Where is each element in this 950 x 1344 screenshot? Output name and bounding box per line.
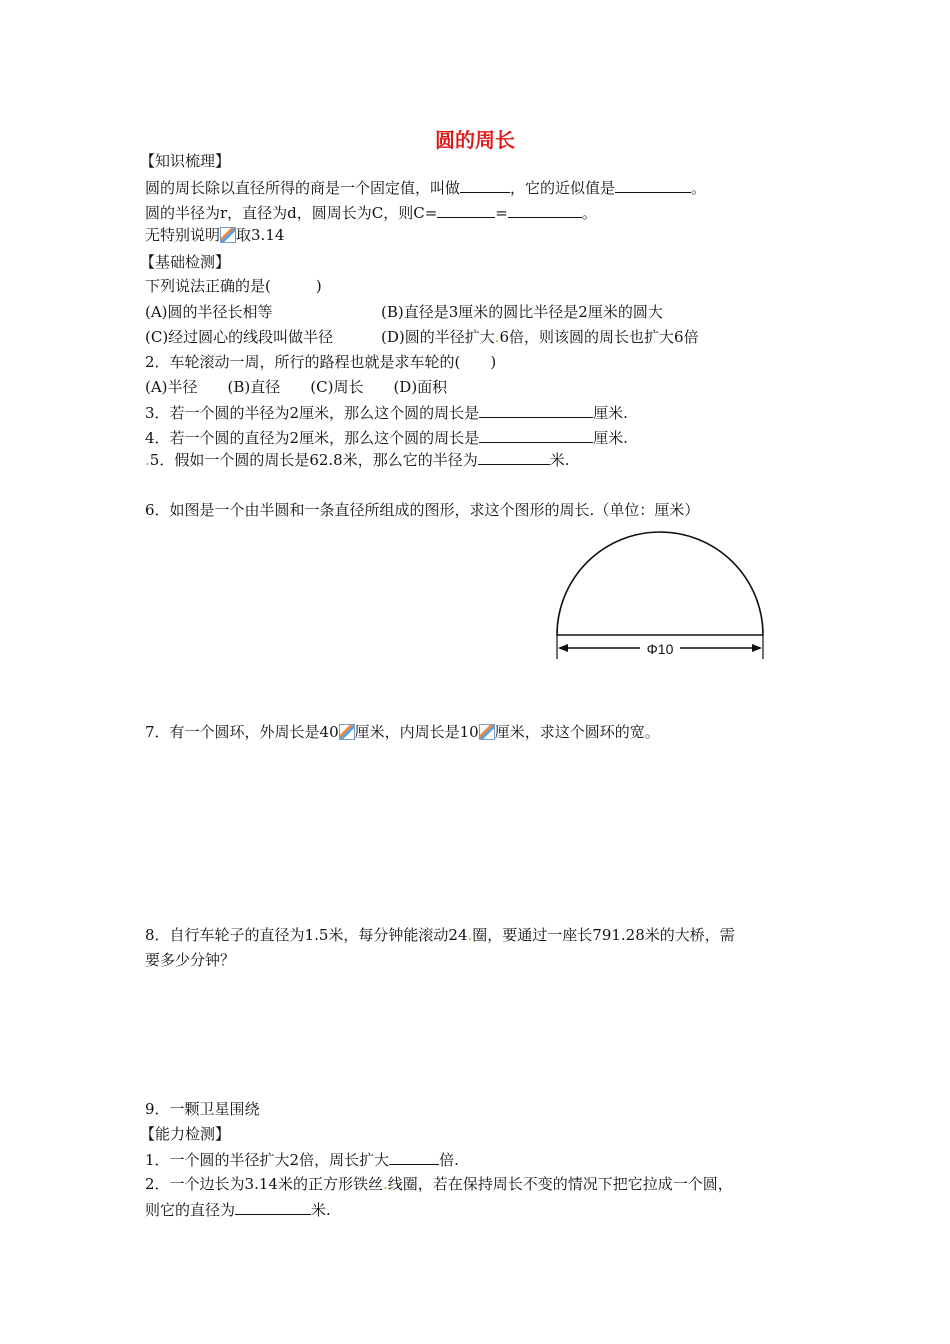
ability-question-1 — [145, 1149, 459, 1170]
text: = — [495, 204, 508, 222]
text: 圆的半径为r，直径为d，圆周长为C，则C= — [145, 204, 438, 222]
question-2-options: (A)半径 (B)直径 (C)周长 (D)面积 — [145, 378, 448, 396]
question-8-cont: 要多少分钟？ — [145, 951, 236, 969]
answer-blank[interactable] — [389, 1149, 439, 1165]
answer-blank[interactable] — [615, 177, 691, 193]
answer-blank[interactable] — [508, 202, 582, 218]
edit-mark: . — [494, 328, 500, 346]
text: 米. — [311, 1201, 331, 1219]
diameter-label: Φ10 — [646, 641, 674, 657]
page-title: 圆的周长 — [435, 128, 515, 152]
text: 取3.14 — [236, 226, 285, 244]
question-1: 下列说法正确的是( ) — [145, 277, 322, 295]
text: 6倍，则该圆的周长也扩大6倍 — [499, 328, 699, 346]
text: 无特别说明 — [145, 226, 221, 244]
section-heading-knowledge: 【知识梳理】 — [140, 152, 231, 170]
option-c: (C)经过圆心的线段叫做半径 — [145, 328, 334, 346]
broken-image-icon — [339, 724, 355, 740]
text: 3．若一个圆的半径为2厘米，那么这个圆的周长是 — [145, 404, 480, 422]
answer-blank[interactable] — [437, 202, 495, 218]
ability-question-2-cont — [145, 1199, 331, 1220]
broken-image-icon — [479, 724, 495, 740]
text: 8．自行车轮子的直径为1.5米，每分钟能滚动24 — [145, 926, 468, 944]
question-4 — [145, 427, 628, 448]
text: 厘米，求这个圆环的宽。 — [494, 723, 660, 741]
answer-blank[interactable] — [478, 449, 550, 465]
text: 2．一个边长为3.14米的正方形铁丝 — [145, 1175, 383, 1193]
edit-mark: . — [145, 451, 150, 469]
text: 1．一个圆的半径扩大2倍，周长扩大 — [145, 1151, 390, 1169]
text: 线圈，若在保持周长不变的情况下把它拉成一个圆， — [387, 1175, 733, 1193]
ability-question-2 — [145, 1174, 733, 1194]
option-b: (B)直径是3厘米的圆比半径是2厘米的圆大 — [381, 303, 663, 321]
question-2: 2．车轮滚动一周，所行的路程也就是求车轮的( ) — [145, 353, 497, 371]
section-heading-ability: 【能力检测】 — [140, 1125, 231, 1143]
text: ．假如一个圆的周长是62.8米，那么它的半径为 — [159, 451, 478, 469]
question-8 — [145, 925, 735, 945]
text: 7．有一个圆环，外周长是40 — [145, 723, 339, 741]
text: 则它的直径为 — [145, 1201, 236, 1219]
option-d — [381, 327, 699, 347]
section-heading-basic: 【基础检测】 — [140, 253, 231, 271]
question-6: 6．如图是一个由半圆和一条直径所组成的图形，求这个图形的周长.（单位：厘米） — [145, 501, 700, 519]
text: 圈，要通过一座长791.28米的大桥，需 — [472, 926, 735, 944]
edit-mark: . — [382, 1175, 388, 1193]
text: 。 — [691, 179, 707, 197]
broken-image-icon — [220, 227, 236, 243]
text: 圆的周长除以直径所得的商是一个固定值，叫做 — [145, 179, 461, 197]
text: 。 — [581, 204, 597, 222]
question-3 — [145, 402, 628, 423]
text: 厘米，内周长是10 — [354, 723, 479, 741]
answer-blank[interactable] — [479, 402, 593, 418]
answer-blank[interactable] — [235, 1199, 311, 1215]
edit-mark: . — [467, 926, 473, 944]
text: (D)圆的半径扩大 — [381, 328, 495, 346]
text: 4．若一个圆的直径为2厘米，那么这个圆的周长是 — [145, 429, 480, 447]
arrowhead-right — [752, 644, 762, 652]
answer-blank[interactable] — [460, 177, 510, 193]
answer-blank[interactable] — [479, 427, 593, 443]
knowledge-line-3 — [145, 225, 284, 245]
option-a: (A)圆的半径长相等 — [145, 303, 273, 321]
semicircle-shape — [557, 532, 763, 635]
question-5 — [145, 449, 570, 470]
knowledge-line-2 — [145, 202, 597, 223]
text: 米. — [549, 451, 570, 469]
text: 厘米. — [593, 429, 628, 447]
knowledge-line-1 — [145, 177, 706, 198]
question-7 — [145, 722, 660, 742]
arrowhead-left — [558, 644, 568, 652]
semicircle-figure — [548, 525, 773, 667]
text: 厘米. — [593, 404, 628, 422]
text: ，它的近似值是 — [510, 179, 616, 197]
question-9: 9．一颗卫星围绕 — [145, 1100, 260, 1118]
text: 倍. — [439, 1151, 459, 1169]
number: 5 — [149, 451, 160, 469]
